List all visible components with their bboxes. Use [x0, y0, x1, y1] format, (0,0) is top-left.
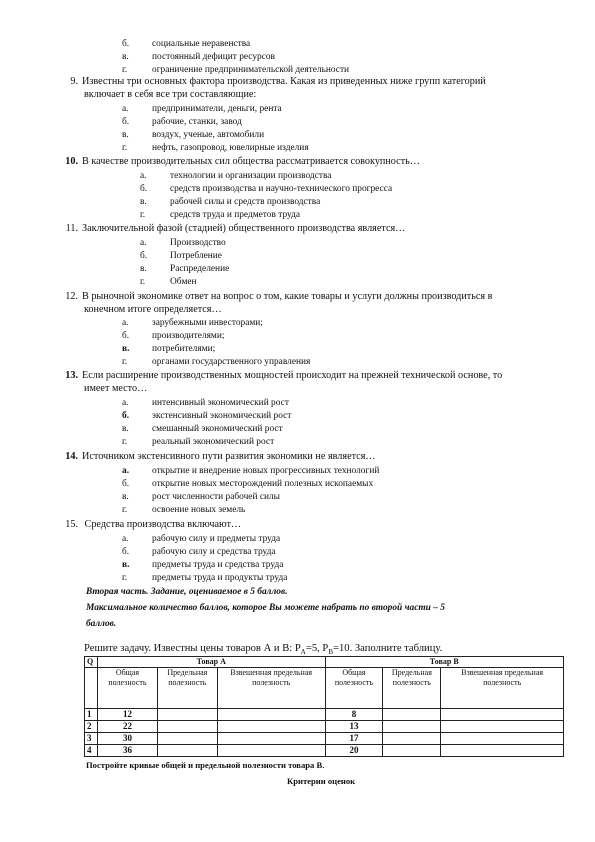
col-total-utility-b: Общая полезность	[325, 668, 383, 709]
question-13-cont: имеет место…	[84, 383, 148, 394]
question-9-cont: включает в себя все три составляющие:	[84, 89, 257, 100]
section-note: Максимальное количество баллов, которое Вы можете набрать по второй части – 5	[86, 603, 445, 613]
question-11: 11. Заключительной фазой (стадией) общественного производства является…	[65, 223, 406, 234]
table-row: 4 36 20	[85, 745, 564, 757]
option: б. социальные неравенства	[122, 39, 251, 49]
cell-input[interactable]	[217, 745, 325, 757]
cell-input[interactable]	[441, 745, 564, 757]
question-10: 10. В качестве производительных сил общества рассматривается совокупность…	[65, 156, 420, 167]
option: а. Производство	[140, 238, 226, 248]
col-total-utility-a: Общая полезность	[97, 668, 157, 709]
table-row: 2 22 13	[85, 721, 564, 733]
criteria-heading: Критерии оценок	[287, 776, 356, 786]
question-12: 12. В рыночной экономике ответ на вопрос о том, какие товары и услуги должны производиться в	[65, 291, 493, 302]
table-subheader-row	[85, 668, 564, 709]
cell-input[interactable]	[441, 721, 564, 733]
option: б. производителями;	[122, 331, 225, 341]
cell-input[interactable]	[383, 745, 441, 757]
cell-input[interactable]	[217, 733, 325, 745]
col-weighted-utility-a: Взвешенная предельная полезность	[217, 668, 325, 709]
header-good-a: Товар А	[97, 657, 325, 668]
option: а. предприниматели, деньги, рента	[122, 104, 282, 114]
option: г. реальный экономический рост	[122, 437, 275, 447]
cell-input[interactable]	[157, 745, 217, 757]
option: б. рабочую силу и средства труда	[122, 547, 276, 557]
table-header-row	[85, 657, 564, 668]
graph-instruction: Постройте кривые общей и предельной полезности товара В.	[86, 760, 325, 770]
col-marginal-utility-a: Предельная полезность	[157, 668, 217, 709]
option: г. Обмен	[140, 277, 197, 287]
question-15: 15. Средства производства включают…	[65, 519, 242, 530]
col-marginal-utility-b: Предельная полезность	[383, 668, 441, 709]
header-good-b: Товар В	[325, 657, 564, 668]
option: в. смешанный экономический рост	[122, 424, 283, 434]
option: г. освоение новых земель	[122, 505, 246, 515]
cell-input[interactable]	[157, 721, 217, 733]
question-13: 13. Если расширение производственных мощностей происходит на прежней технической основе, то	[65, 370, 503, 381]
option: а. зарубежными инвесторами;	[122, 318, 263, 328]
section-note-cont: баллов.	[86, 619, 117, 629]
cell-input[interactable]	[383, 709, 441, 721]
option: в. воздух, ученые, автомобили	[122, 130, 265, 140]
cell-input[interactable]	[383, 721, 441, 733]
section-heading: Вторая часть. Задание, оцениваемое в 5 баллов.	[86, 587, 288, 597]
cell-input[interactable]	[157, 733, 217, 745]
option: а. рабочую силу и предметы труда	[122, 534, 281, 544]
col-weighted-utility-b: Взвешенная предельная полезность	[441, 668, 564, 709]
header-q: Q	[85, 657, 98, 668]
option: б. открытие новых месторождений полезных ископаемых	[122, 479, 374, 489]
table-row: 1 12 8	[85, 709, 564, 721]
option: б. Потребление	[140, 251, 222, 261]
cell-input[interactable]	[441, 709, 564, 721]
cell-input[interactable]	[157, 709, 217, 721]
option: г. органами государственного управления	[122, 357, 311, 367]
cell-input[interactable]	[217, 721, 325, 733]
option: б. экстенсивный экономический рост	[122, 411, 292, 421]
option: г. нефть, газопровод, ювелирные изделия	[122, 143, 309, 153]
option: г. средств труда и предметов труда	[140, 210, 301, 220]
option: б. рабочие, станки, завод	[122, 117, 242, 127]
option: г. предметы труда и продукты труда	[122, 573, 288, 583]
question-9: 9. Известны три основных фактора производства. Какая из приведенных ниже групп категорий	[70, 76, 486, 87]
option: в. рабочей силы и средств производства	[140, 197, 321, 207]
question-12-cont: конечном итоге определяется…	[84, 304, 222, 315]
question-14: 14. Источником экстенсивного пути развития экономики не является…	[65, 451, 376, 462]
task-statement: Решите задачу. Известны цены товаров А и В: $P_A=5$, $P_B=10$. Заполните таблицу.	[84, 643, 443, 657]
cell-input[interactable]	[441, 733, 564, 745]
cell-input[interactable]	[383, 733, 441, 745]
utility-table	[84, 656, 564, 757]
option: г. ограничение предпринимательской деятельности	[122, 65, 350, 75]
option: а. технологии и организации производства	[140, 171, 332, 181]
option: в. потребителями;	[122, 344, 216, 354]
cell-input[interactable]	[217, 709, 325, 721]
option: в. рост численности рабочей силы	[122, 492, 280, 502]
option: в. Распределение	[140, 264, 230, 274]
option: а. открытие и внедрение новых прогрессивных технологий	[122, 466, 380, 476]
option: в. предметы труда и средства труда	[122, 560, 284, 570]
option: в. постоянный дефицит ресурсов	[122, 52, 275, 62]
table-row: 3 30 17	[85, 733, 564, 745]
option: а. интенсивный экономический рост	[122, 398, 289, 408]
option: б. средств производства и научно-технического прогресса	[140, 184, 393, 194]
